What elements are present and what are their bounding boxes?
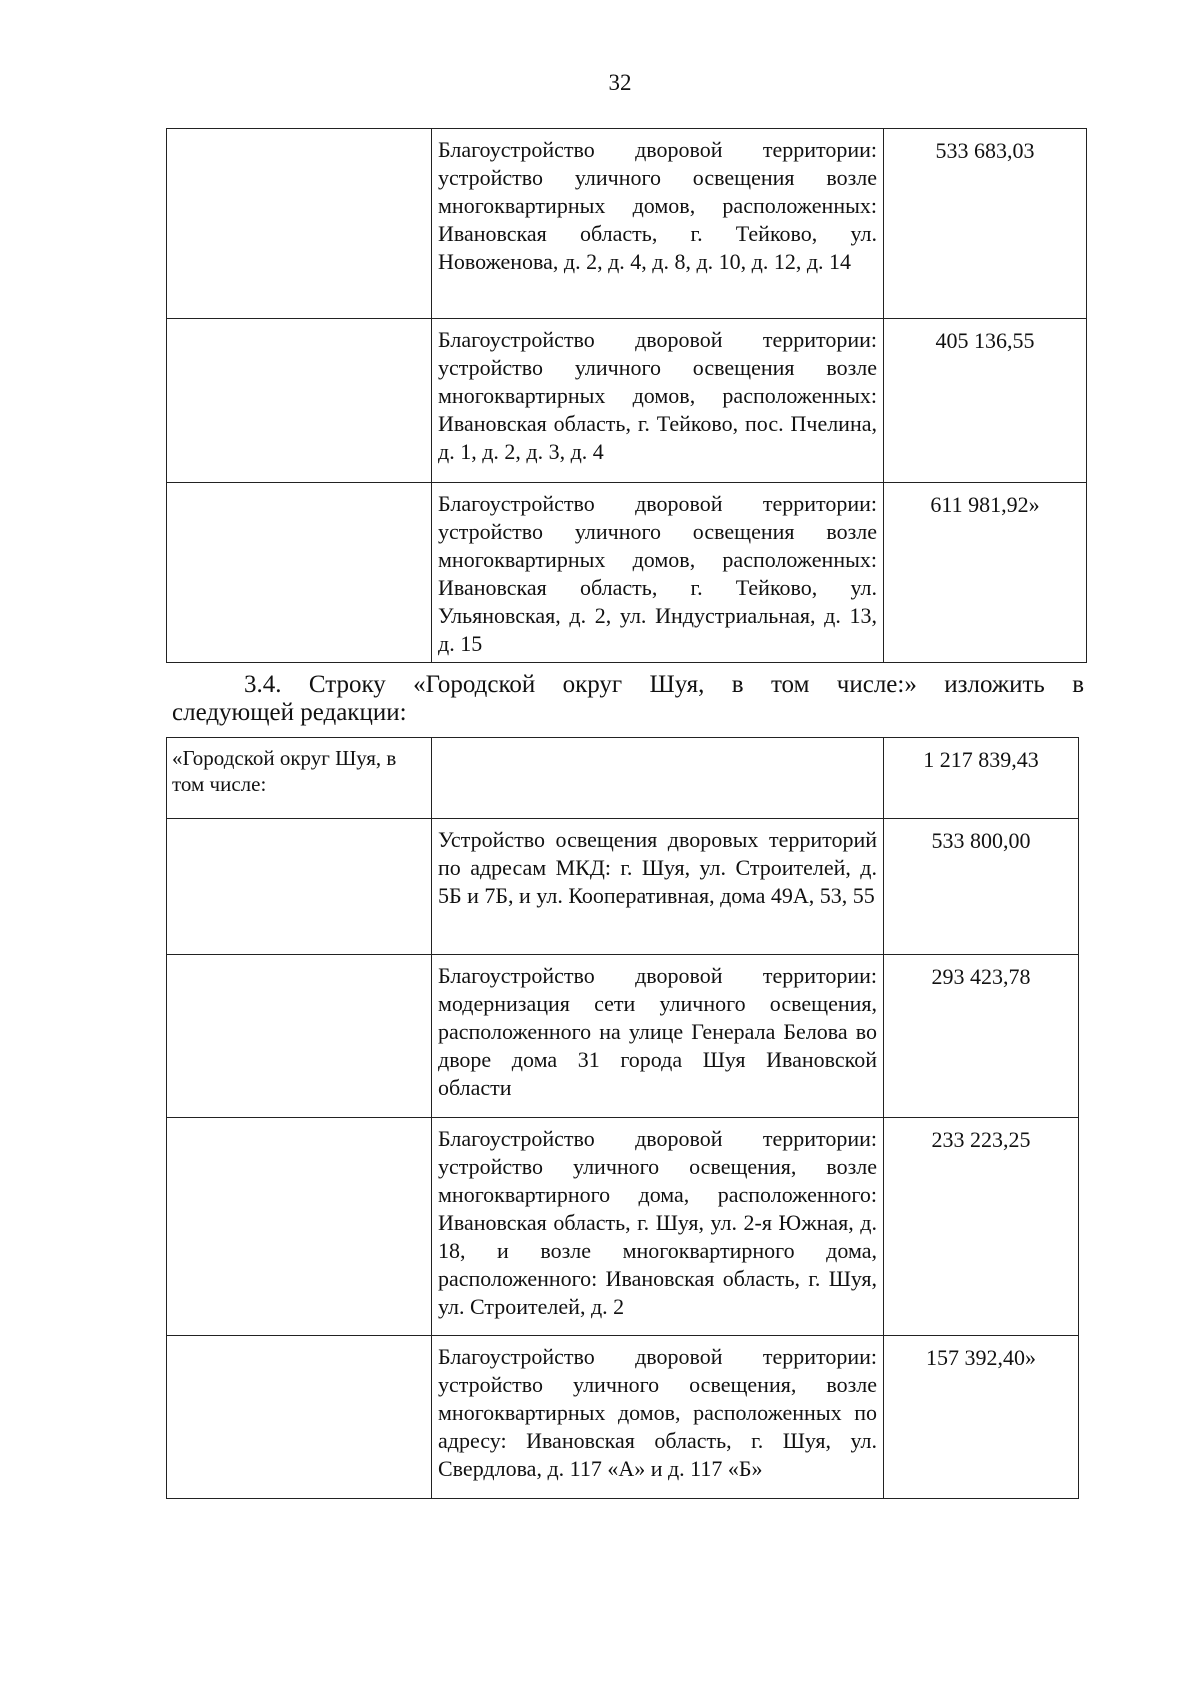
name-cell (167, 819, 432, 955)
table-row (167, 955, 1079, 1118)
name-cell (167, 1336, 432, 1499)
table-row (167, 483, 1087, 663)
description-cell: Благоустройство дворовой территории: устройство уличного освещения, возле многоквартирных домов, расположенных по адресу: Ивановская область, г. Шуя, ул. Свердлова, д. 117 «А» и д. 117 «Б» (432, 1336, 884, 1499)
amount-cell: 157 392,40» (884, 1336, 1079, 1499)
description-cell: Благоустройство дворовой территории: модернизация сети уличного освещения, расположенного на улице Генерала Белова во дворе дома 31 города Шуя Ивановской области (432, 955, 884, 1118)
name-cell (167, 129, 432, 319)
description-cell: Благоустройство дворовой территории: устройство уличного освещения возле многоквартирных домов, расположенных: Ивановская область, г. Тейково, ул. Ульяновская, д. 2, ул. Индустриальная, д. 13, д. 15 (432, 483, 884, 663)
paragraph-line: следующей редакции: (172, 699, 407, 726)
table-row (167, 1336, 1079, 1499)
description-cell: Благоустройство дворовой территории: устройство уличного освещения возле многоквартирных домов, расположенных: Ивановская область, г. Тейково, ул. Новоженова, д. 2, д. 4, д. 8, д. 10, д. 12, д. 14 (432, 129, 884, 319)
description-cell: Благоустройство дворовой территории: устройство уличного освещения, возле многоквартирного дома, расположенного: Ивановская область, г. Шуя, ул. 2-я Южная, д. 18, и возле многоквартирного дома, расположенного: Ивановская область, г. Шуя, ул. Строителей, д. 2 (432, 1118, 884, 1336)
name-cell (167, 483, 432, 663)
description-cell (432, 738, 884, 819)
name-cell (167, 955, 432, 1118)
table-row (167, 1118, 1079, 1336)
description-cell: Устройство освещения дворовых территорий по адресам МКД: г. Шуя, ул. Строителей, д. 5Б и 7Б, и ул. Кооперативная, дома 49А, 53, 55 (432, 819, 884, 955)
table-header-row (167, 738, 1079, 819)
page-number: 32 (608, 70, 632, 95)
description-cell: Благоустройство дворовой территории: устройство уличного освещения возле многоквартирных домов, расположенных: Ивановская область, г. Тейково, пос. Пчелина, д. 1, д. 2, д. 3, д. 4 (432, 319, 884, 483)
amount-cell: 611 981,92» (884, 483, 1087, 663)
amount-cell: 533 800,00 (884, 819, 1079, 955)
amount-cell: 293 423,78 (884, 955, 1079, 1118)
amount-cell: 533 683,03 (884, 129, 1087, 319)
total-amount-cell: 1 217 839,43 (884, 738, 1079, 819)
table-row (167, 819, 1079, 955)
continuation-table (166, 128, 1087, 663)
name-cell (167, 319, 432, 483)
shuya-table (166, 737, 1079, 1499)
name-cell (167, 1118, 432, 1336)
table-row (167, 129, 1087, 319)
amount-cell: 233 223,25 (884, 1118, 1079, 1336)
table-row (167, 319, 1087, 483)
amendment-paragraph (172, 671, 1084, 727)
district-name-cell: «Городской округ Шуя, в том числе: (167, 738, 432, 819)
paragraph-line: 3.4. Строку «Городской округ Шуя, в том числе:» изложить в (244, 671, 1084, 698)
amount-cell: 405 136,55 (884, 319, 1087, 483)
